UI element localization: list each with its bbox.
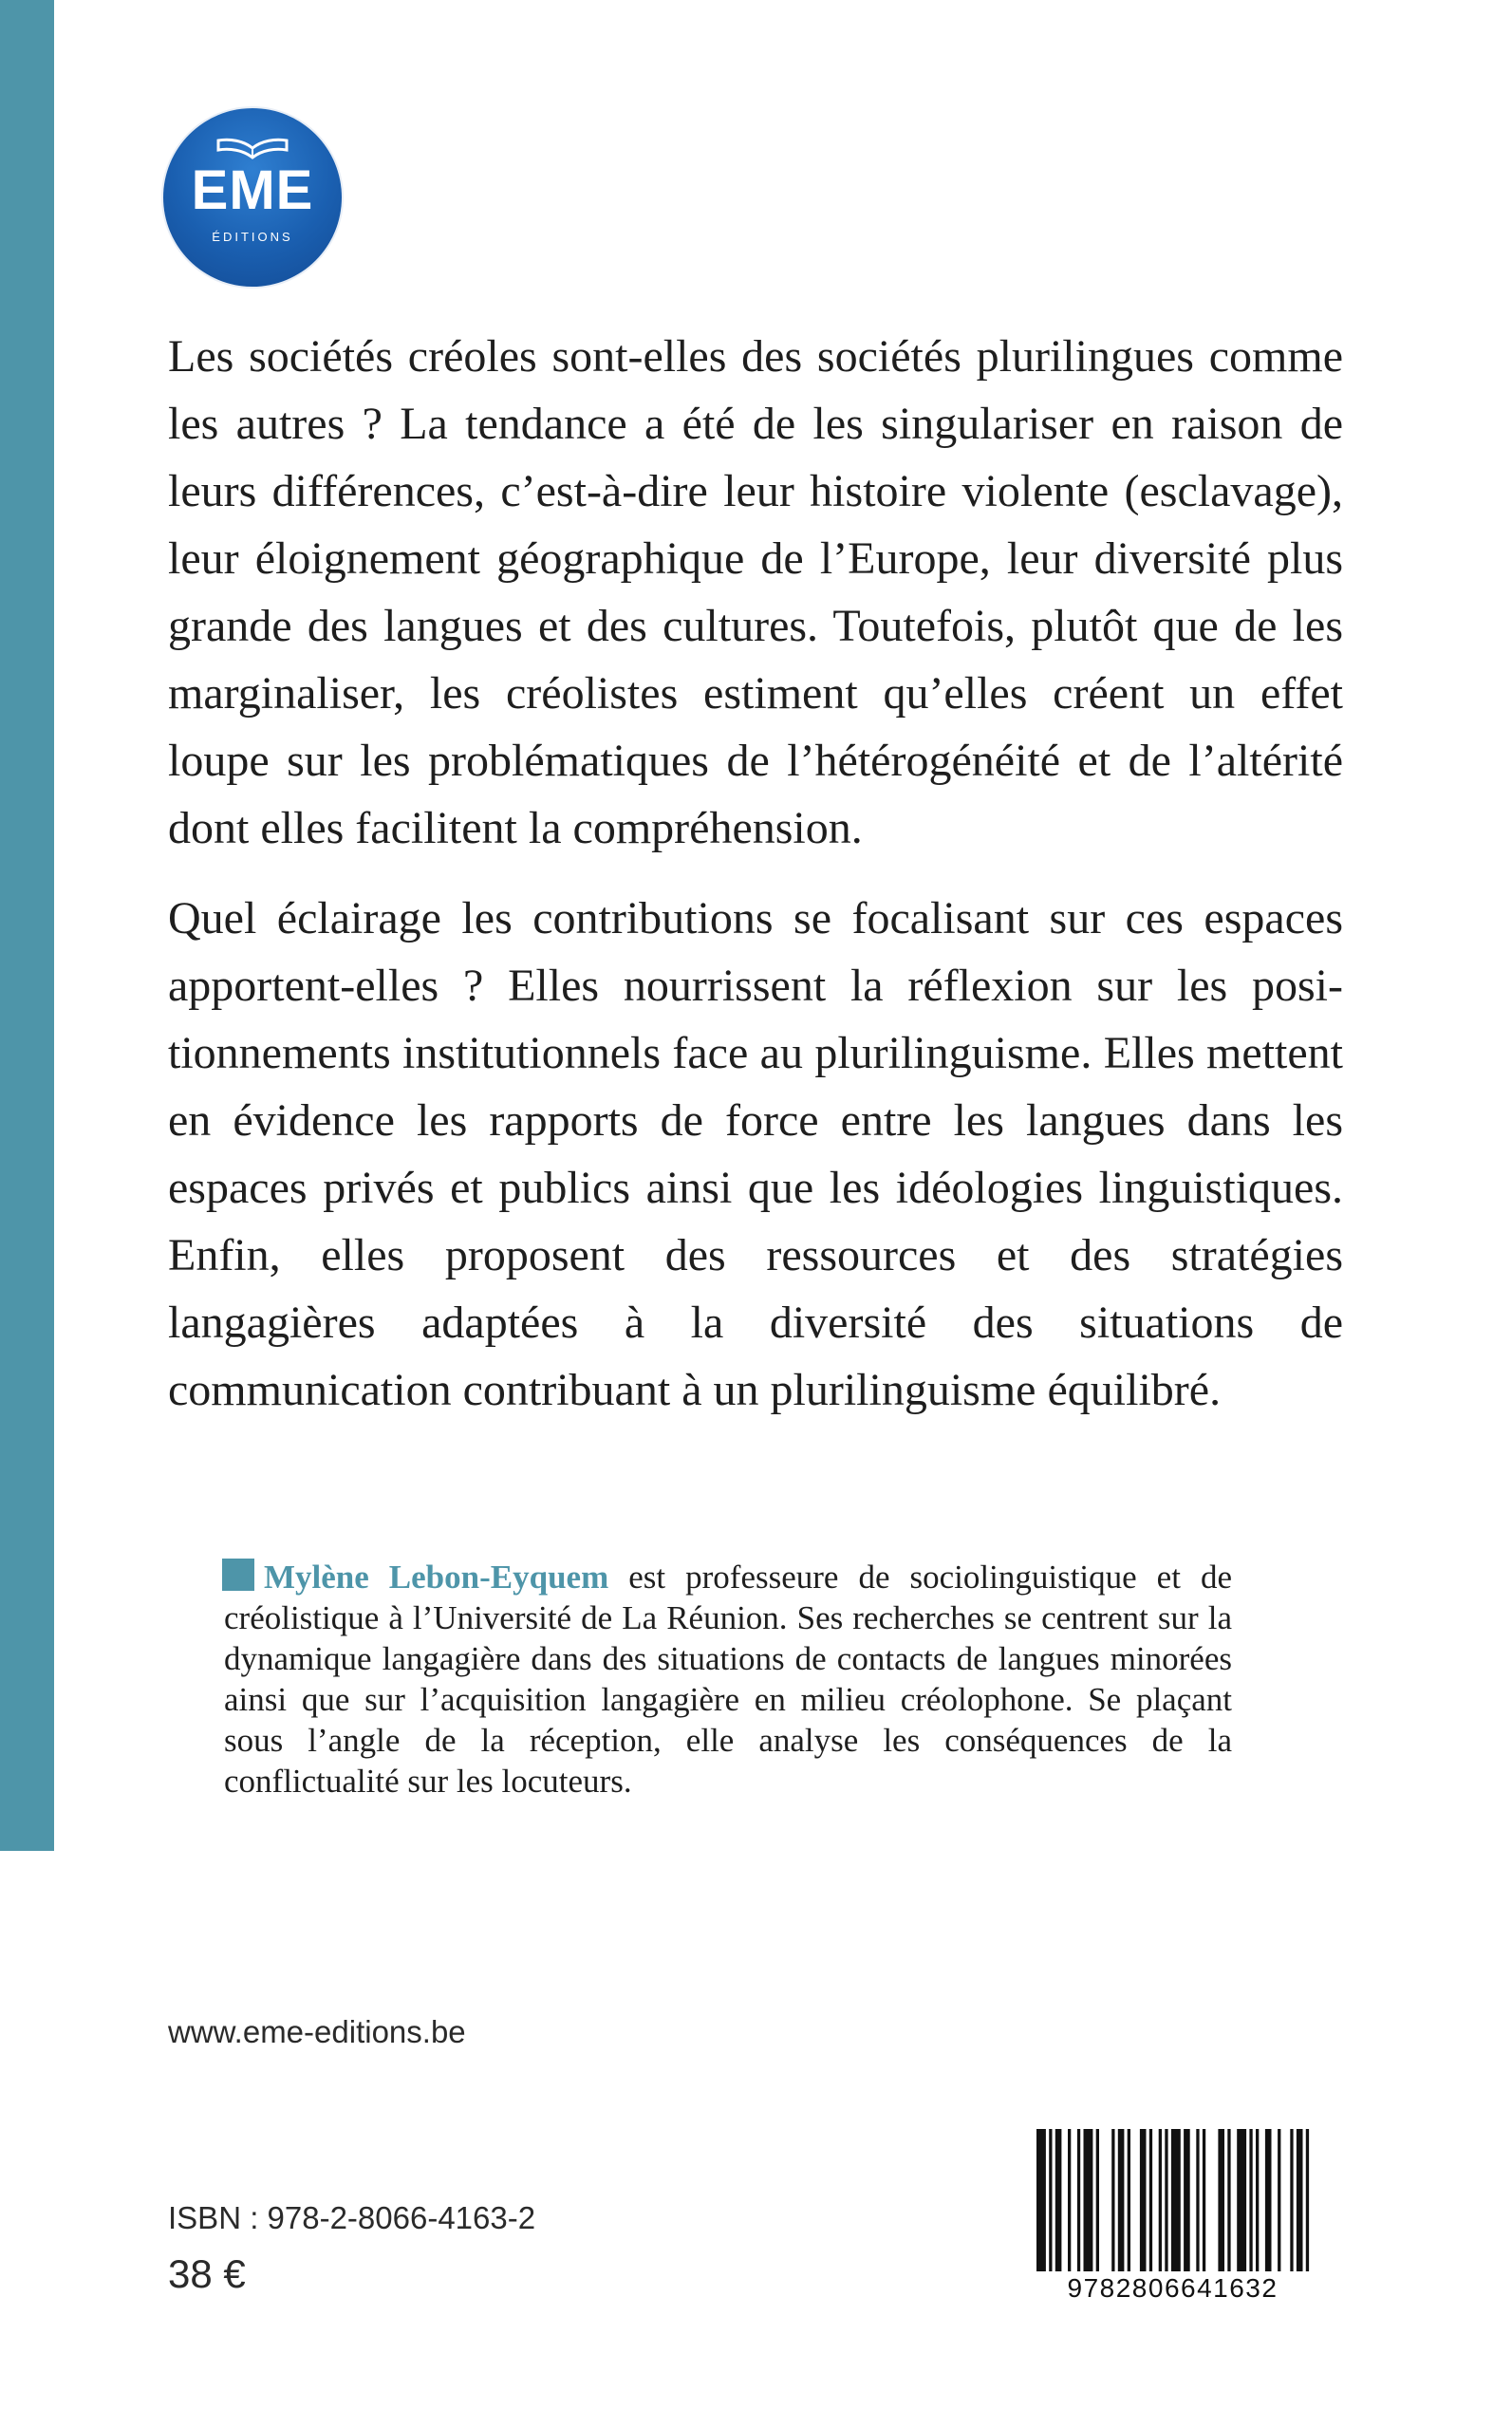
barcode-bar <box>1196 2129 1199 2271</box>
barcode-bar <box>1084 2129 1093 2271</box>
logo-subtext: ÉDITIONS <box>212 230 293 244</box>
author-bio <box>224 1557 1232 1802</box>
barcode-bar <box>1096 2129 1099 2271</box>
barcode-bar <box>1036 2129 1046 2271</box>
side-color-band <box>0 0 54 1851</box>
price: 38 € <box>168 2251 246 2296</box>
barcode-bar <box>1306 2129 1309 2271</box>
barcode-bar <box>1171 2129 1181 2271</box>
barcode-bar <box>1249 2129 1252 2271</box>
barcode-bar <box>1237 2129 1246 2271</box>
barcode-digits: 9782806641632 <box>1067 2273 1279 2303</box>
barcode-bar <box>1256 2129 1259 2271</box>
barcode-bar <box>1203 2129 1205 2271</box>
barcode-bar <box>1049 2129 1052 2271</box>
barcode-bar <box>1111 2129 1114 2271</box>
barcode-bar <box>1227 2129 1230 2271</box>
barcode-bar <box>1218 2129 1224 2271</box>
isbn-number: ISBN : 978-2-8066-4163-2 <box>168 2200 536 2235</box>
barcode <box>1033 2129 1313 2319</box>
logo-text: EME <box>191 159 314 221</box>
barcode-bar <box>1159 2129 1162 2271</box>
barcode-bar <box>1128 2129 1130 2271</box>
open-book-icon <box>215 137 290 161</box>
barcode-bar <box>1068 2129 1071 2271</box>
barcode-bars <box>1033 2129 1313 2276</box>
bio-marker-square <box>222 1559 254 1591</box>
blurb-paragraph-2: Quel éclairage les contributions se focalisant sur ces espaces apportent-elles ? Elles nourrissent la réflexion sur les positionnements institutionnels face au plurilinguisme. Elles mettent en évidence les rapports de force entre les langues dans les espaces privés et publics ainsi que les idéologies linguistiques. Enfin, elles proposent des ressources et des stratégies langagières adaptées à la diversité des situations de communication contribuant à un plurilinguisme équilibré. <box>168 893 1343 1415</box>
barcode-bar <box>1278 2129 1280 2271</box>
publisher-logo <box>163 108 342 287</box>
barcode-bar <box>1297 2129 1303 2271</box>
barcode-bar <box>1265 2129 1272 2271</box>
barcode-bar <box>1184 2129 1190 2271</box>
author-name: Mylène Lebon-Eyquem <box>264 1559 609 1596</box>
author-bio-text: est professeure de sociolinguistique et de créolistique à l’Université de La Réunion. Ses recherches se centrent sur la dynamique langagière dans des situations de contacts de langues minorées ainsi que sur l’acquisition langagière en milieu créolophone. Se plaçant sous l’angle de la réception, elle analyse les conséquences de la conflictualité sur les locuteurs. <box>224 1559 1232 1800</box>
barcode-bar <box>1077 2129 1080 2271</box>
barcode-bar <box>1290 2129 1293 2271</box>
barcode-bar <box>1140 2129 1147 2271</box>
blurb-paragraph-1: Les sociétés créoles sont-elles des sociétés plurilingues comme les autres ? La tendance a été de les singulariser en raison de leurs différences, c’est-à-dire leur histoire violente (esclavage), leur éloignement géographique de l’Europe, leur diversité plus grande des langues et des cultures. Toutefois, plutôt que de les marginaliser, les créolistes estiment qu’elles créent un effet loupe sur les problématiques de l’hétérogénéité et de l’altérité dont elles facilitent la compréhension. <box>168 331 1343 853</box>
barcode-bar <box>1055 2129 1062 2271</box>
barcode-bar <box>1118 2129 1125 2271</box>
publisher-website[interactable]: www.eme-editions.be <box>168 2014 466 2049</box>
barcode-bar <box>1149 2129 1152 2271</box>
barcode-bar <box>1165 2129 1167 2271</box>
